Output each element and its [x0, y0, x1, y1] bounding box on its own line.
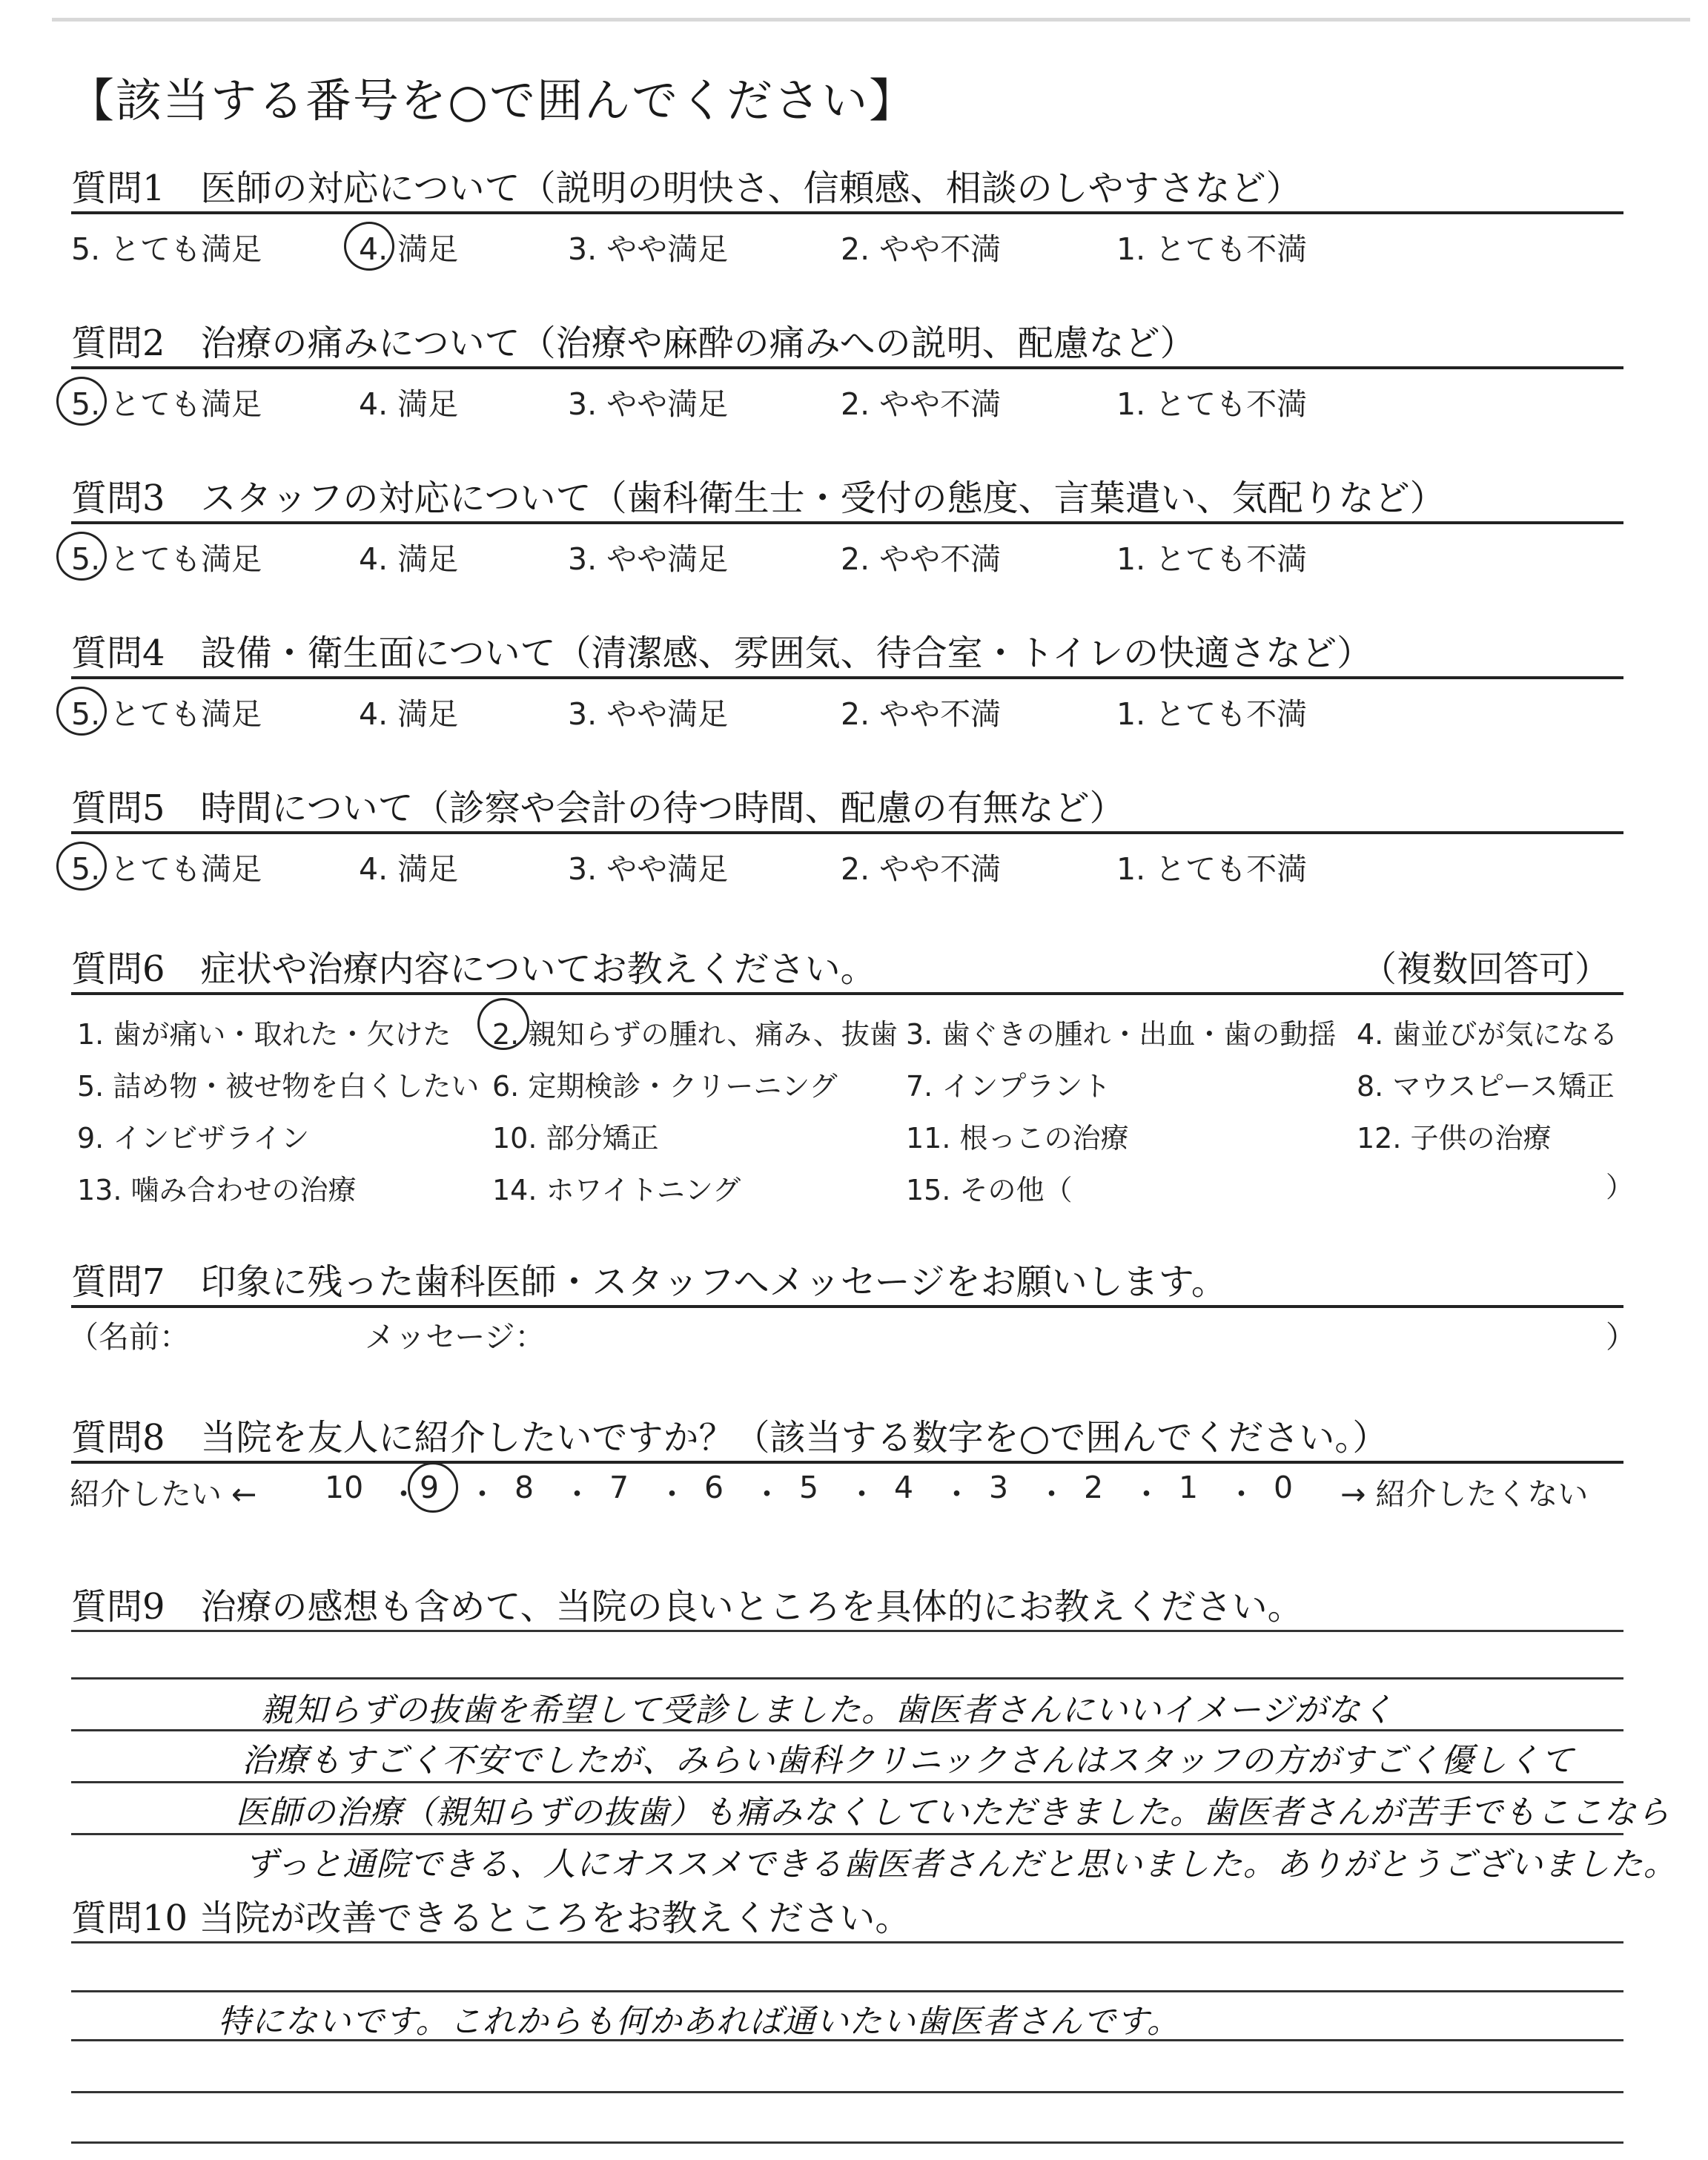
- q6-option-3[interactable]: 3. 歯ぐきの腫れ・出血・歯の動揺: [906, 1018, 1337, 1051]
- q9-rule-4: [71, 1833, 1623, 1835]
- q6-option-13[interactable]: 13. 噛み合わせの治療: [77, 1174, 357, 1206]
- q4-option-4[interactable]: 4. 満足: [359, 696, 459, 732]
- q2-option-2[interactable]: 2. やや不満: [841, 386, 1002, 422]
- q3-option-1[interactable]: 1. とても不満: [1116, 541, 1308, 577]
- q6-option-4[interactable]: 4. 歯並びが気になる: [1357, 1018, 1618, 1051]
- q8-scale-4[interactable]: 4: [894, 1470, 914, 1505]
- q8-scale-separator: ・: [467, 1476, 497, 1512]
- q5-selection-circle: [56, 842, 107, 891]
- q8-right-label: → 紹介したくない: [1340, 1476, 1589, 1512]
- q5-option-3[interactable]: 3. やや満足: [568, 851, 729, 887]
- q3-title: 質問3 スタッフの対応について（歯科衛生士・受付の態度、言葉遣い、気配りなど）: [71, 478, 1446, 519]
- q1-option-3[interactable]: 3. やや満足: [568, 231, 729, 267]
- q6-option-10[interactable]: 10. 部分矯正: [492, 1122, 659, 1155]
- q1-rule: [71, 211, 1623, 214]
- q6-option-14[interactable]: 14. ホワイトニング: [492, 1174, 741, 1206]
- q10-rule-3: [71, 2091, 1623, 2093]
- q8-scale-separator: ・: [941, 1476, 972, 1512]
- q10-rule-4: [71, 2141, 1623, 2144]
- q6-multi-note: （複数回答可）: [1361, 948, 1611, 990]
- q6-option-12[interactable]: 12. 子供の治療: [1357, 1122, 1552, 1155]
- q9-rule-0: [71, 1630, 1623, 1632]
- q9-answer-line-1: 親知らずの抜歯を希望して受診しました。歯医者さんにいいイメージがなく: [261, 1691, 1394, 1729]
- q5-title: 質問5 時間について（診察や会計の待つ時間、配慮の有無など）: [71, 787, 1125, 829]
- q1-option-4[interactable]: 4. 満足: [359, 231, 459, 267]
- q8-rule: [71, 1461, 1623, 1464]
- q7-rule: [71, 1305, 1623, 1308]
- q8-scale-8[interactable]: 8: [514, 1470, 534, 1505]
- q8-scale-separator: ・: [657, 1476, 687, 1512]
- q8-scale-3[interactable]: 3: [989, 1470, 1009, 1505]
- q8-scale-separator: ・: [388, 1476, 419, 1512]
- q7-close: ）: [1606, 1319, 1636, 1355]
- page-top-edge: [52, 18, 1690, 22]
- q7-title: 質問7 印象に残った歯科医師・スタッフへメッセージをお願いします。: [71, 1261, 1227, 1303]
- q1-selection-circle: [344, 222, 394, 271]
- q9-title: 質問9 治療の感想も含めて、当院の良いところを具体的にお教えください。: [71, 1586, 1303, 1628]
- q1-option-1[interactable]: 1. とても不満: [1116, 231, 1308, 267]
- q8-scale-9[interactable]: 9: [420, 1470, 440, 1505]
- q2-title: 質問2 治療の痛みについて（治療や麻酔の痛みへの説明、配慮など）: [71, 323, 1196, 364]
- q6-option-8[interactable]: 8. マウスピース矯正: [1357, 1070, 1615, 1103]
- q8-scale-separator: ・: [1131, 1476, 1162, 1512]
- q7-message-label: メッセージ：: [365, 1319, 546, 1355]
- q5-option-4[interactable]: 4. 満足: [359, 851, 459, 887]
- q5-option-2[interactable]: 2. やや不満: [841, 851, 1002, 887]
- q6-option-5[interactable]: 5. 詰め物・被せ物を白くしたい: [77, 1070, 480, 1103]
- q5-rule: [71, 831, 1623, 834]
- q9-answer-line-4: ずっと通院できる、人にオススメできる歯医者さんだと思いました。ありがとうございました。: [245, 1846, 1677, 1883]
- q10-rule-0: [71, 1941, 1623, 1943]
- q6-option-9[interactable]: 9. インビザライン: [77, 1122, 310, 1155]
- q8-scale-5[interactable]: 5: [799, 1470, 819, 1505]
- q1-option-2[interactable]: 2. やや不満: [841, 231, 1002, 267]
- q2-option-1[interactable]: 1. とても不満: [1116, 386, 1308, 422]
- q6-option-1[interactable]: 1. 歯が痛い・取れた・欠けた: [77, 1018, 451, 1051]
- q8-scale-separator: ・: [752, 1476, 782, 1512]
- q7-name-label: （名前：: [68, 1319, 190, 1355]
- q8-scale-1[interactable]: 1: [1179, 1470, 1199, 1505]
- q4-rule: [71, 676, 1623, 679]
- q3-option-5[interactable]: 5. とても満足: [71, 541, 262, 577]
- q8-scale-separator: ・: [562, 1476, 592, 1512]
- q3-option-4[interactable]: 4. 満足: [359, 541, 459, 577]
- q6-other-close: ）: [1606, 1171, 1635, 1203]
- q6-title: 質問6 症状や治療内容についてお教えください。: [71, 948, 876, 990]
- q3-selection-circle: [56, 532, 107, 581]
- q8-scale-separator: ・: [847, 1476, 877, 1512]
- q6-option-11[interactable]: 11. 根っこの治療: [906, 1122, 1129, 1155]
- q5-option-1[interactable]: 1. とても不満: [1116, 851, 1308, 887]
- q8-left-label: 紹介したい ←: [70, 1476, 257, 1512]
- q4-option-2[interactable]: 2. やや不満: [841, 696, 1002, 732]
- q2-option-5[interactable]: 5. とても満足: [71, 386, 262, 422]
- q6-option-2[interactable]: 2. 親知らずの腫れ、痛み、抜歯: [492, 1018, 898, 1051]
- q4-option-5[interactable]: 5. とても満足: [71, 696, 262, 732]
- q9-answer-line-3: 医師の治療（親知らずの抜歯）も痛みなくしていただきました。歯医者さんが苦手でもここなら: [236, 1794, 1670, 1832]
- q1-title: 質問1 医師の対応について（説明の明快さ、信頼感、相談のしやすさなど）: [71, 168, 1302, 209]
- q10-answer: 特にないです。これからも何かあれば通いたい歯医者さんです。: [218, 2003, 1180, 2041]
- q8-scale-2[interactable]: 2: [1084, 1470, 1104, 1505]
- q8-scale-0[interactable]: 0: [1274, 1470, 1294, 1505]
- q9-rule-1: [71, 1677, 1623, 1680]
- q5-option-5[interactable]: 5. とても満足: [71, 851, 262, 887]
- q8-title: 質問8 当院を友人に紹介したいですか？（該当する数字を○で囲んでください。）: [71, 1417, 1388, 1459]
- q8-scale-7[interactable]: 7: [609, 1470, 629, 1505]
- q8-scale-separator: ・: [1226, 1476, 1257, 1512]
- q3-option-3[interactable]: 3. やや満足: [568, 541, 729, 577]
- q10-rule-1: [71, 1990, 1623, 1992]
- q6-selection-circle: [477, 998, 529, 1050]
- q9-rule-3: [71, 1781, 1623, 1783]
- q10-title: 質問10 当院が改善できるところをお教えください。: [71, 1898, 911, 1939]
- instruction-header: 【該当する番号を○で囲んでください】: [68, 73, 917, 128]
- q2-selection-circle: [56, 377, 107, 426]
- q4-option-3[interactable]: 3. やや満足: [568, 696, 729, 732]
- q1-option-5[interactable]: 5. とても満足: [71, 231, 262, 267]
- q6-option-7[interactable]: 7. インプラント: [906, 1070, 1111, 1103]
- q8-selection-circle: [408, 1462, 458, 1513]
- q4-title: 質問4 設備・衛生面について（清潔感、雰囲気、待合室・トイレの快適さなど）: [71, 633, 1373, 674]
- q2-option-4[interactable]: 4. 満足: [359, 386, 459, 422]
- q6-rule: [71, 992, 1623, 995]
- q3-option-2[interactable]: 2. やや不満: [841, 541, 1002, 577]
- q3-rule: [71, 521, 1623, 524]
- q8-scale-10[interactable]: 10: [325, 1470, 364, 1505]
- q8-scale-6[interactable]: 6: [704, 1470, 724, 1505]
- q4-option-1[interactable]: 1. とても不満: [1116, 696, 1308, 732]
- q6-option-6[interactable]: 6. 定期検診・クリーニング: [492, 1070, 838, 1103]
- q2-rule: [71, 366, 1623, 369]
- q2-option-3[interactable]: 3. やや満足: [568, 386, 729, 422]
- q4-selection-circle: [56, 687, 107, 736]
- q6-option-15[interactable]: 15. その他（: [906, 1174, 1073, 1206]
- q9-answer-line-2: 治療もすごく不安でしたが、みらい歯科クリニックさんはスタッフの方がすごく優しくて: [242, 1742, 1575, 1780]
- q8-scale-separator: ・: [1036, 1476, 1067, 1512]
